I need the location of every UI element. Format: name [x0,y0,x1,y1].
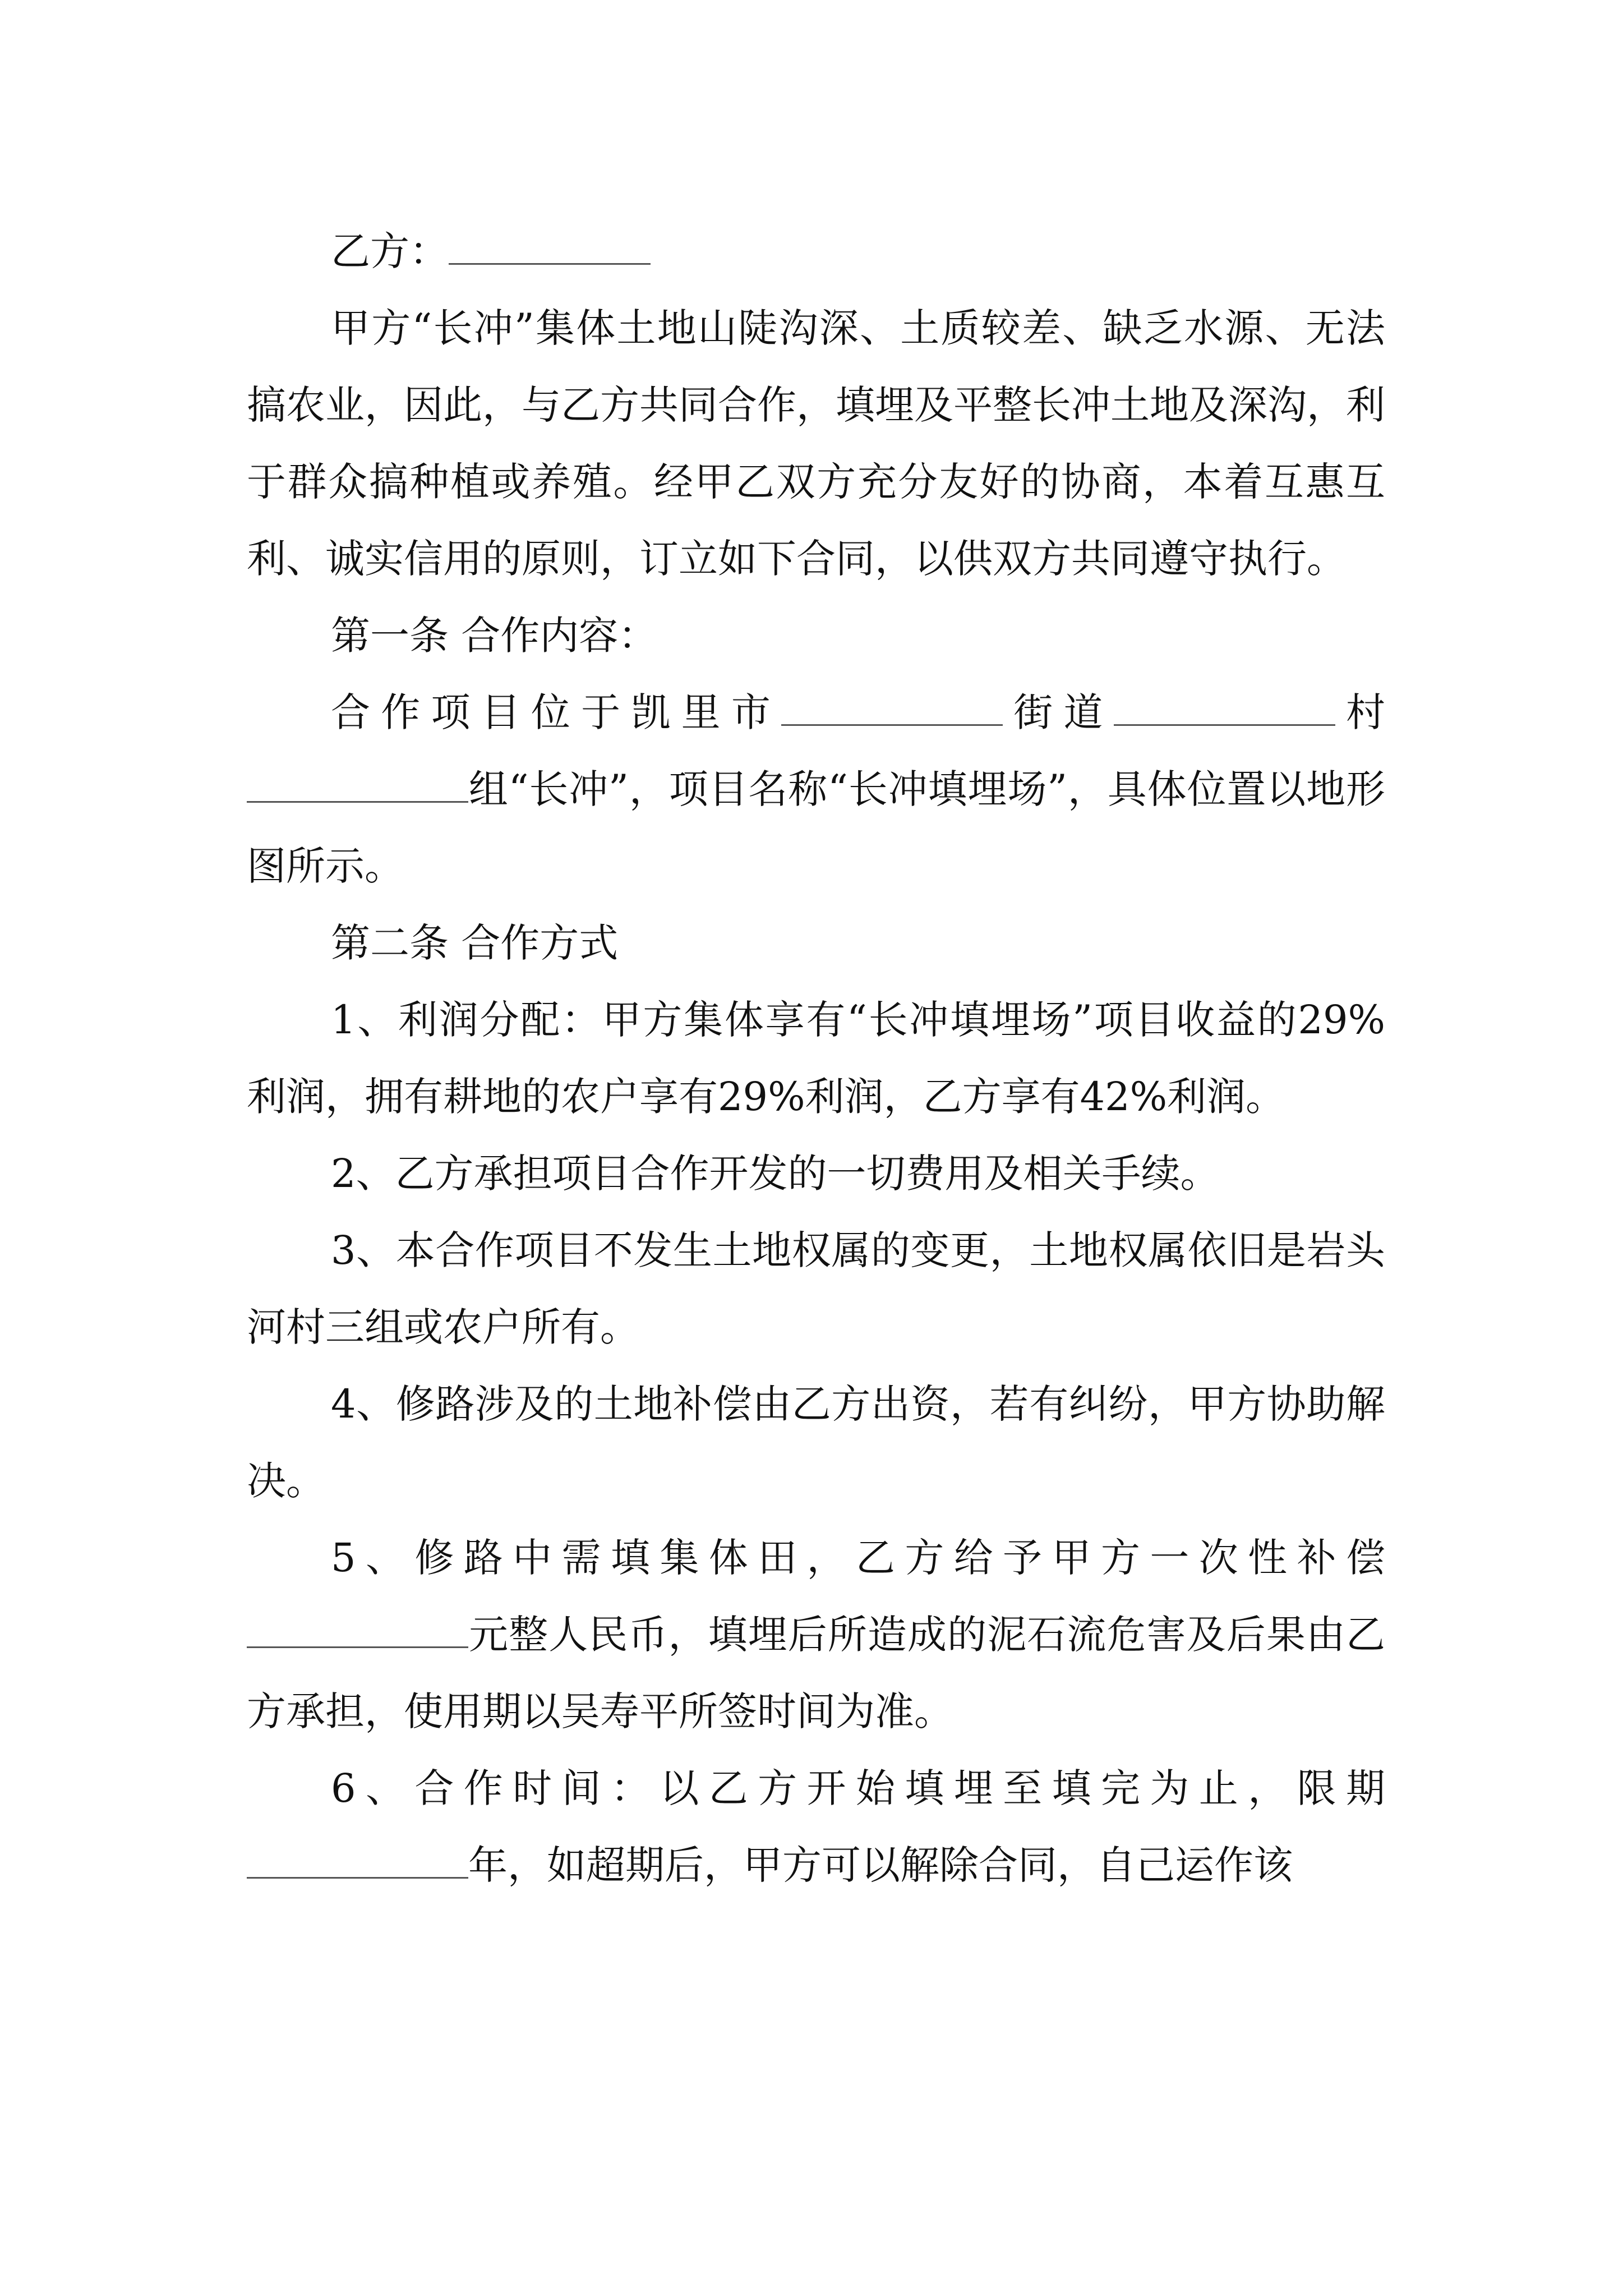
village-name-blank[interactable] [1114,691,1335,726]
party-b-label: 乙方： [331,228,449,274]
article-2-heading: 第二条 合作方式 [331,920,619,966]
item-6-text-b: 年，如超期后，甲方可以解除合同，自己运作该 [468,1842,1293,1888]
article-1-heading: 第一条 合作内容： [331,613,658,659]
article-2-item-6 [247,1750,1385,1904]
article-2-item-5 [247,1520,1385,1750]
article-2-item-2: 2、乙方承担项目合作开发的一切费用及相关手续。 [331,1151,1220,1197]
article-1-text-c: 村 [1335,689,1386,735]
article-2-item-3: 3、本合作项目不发生土地权属的变更，土地权属依旧是岩头河村三组或农户所有。 [247,1227,1385,1350]
item-5-text-b: 元整人民币，填埋后所造成的泥石流危害及后果由乙方承担，使用期以吴寿平所签时间为准。 [247,1612,1385,1734]
street-name-blank[interactable] [781,691,1003,726]
intro-paragraph: 甲方“长冲”集体土地山陡沟深、土质较差、缺乏水源、无法搞农业，因此，与乙方共同合作，填埋及平整长冲土地及深沟，利于群众搞种植或养殖。经甲乙双方充分友好的协商，本着互惠互利、诚实信用的原则，订立如下合同，以供双方共同遵守执行。 [247,305,1385,582]
article-1-text-a: 合作项目位于凯里市 [331,689,782,735]
group-name-blank[interactable] [247,767,468,803]
item-5-text-a: 5、修路中需填集体田，乙方给予甲方一次性补偿 [331,1535,1385,1581]
term-years-blank[interactable] [247,1843,468,1879]
party-b-line [247,213,1385,290]
party-b-name-blank[interactable] [449,229,651,265]
item-6-text-a: 6、合作时间：以乙方开始填埋至填完为止，限期 [331,1765,1385,1811]
article-2-item-1: 1、利润分配：甲方集体享有“长冲填埋场”项目收益的29%利润，拥有耕地的农户享有29%利润，乙方享有42%利润。 [247,997,1385,1120]
article-1-content [247,674,1385,905]
article-1-text-b: 街道 [1003,689,1114,735]
compensation-amount-blank[interactable] [247,1613,468,1648]
contract-page [247,213,1385,1904]
article-1-text-d: 组“长冲”，项目名称“长冲填埋场”，具体位置以地形图所示。 [247,766,1385,889]
article-2-item-4: 4、修路涉及的土地补偿由乙方出资，若有纠纷，甲方协助解决。 [247,1381,1385,1504]
